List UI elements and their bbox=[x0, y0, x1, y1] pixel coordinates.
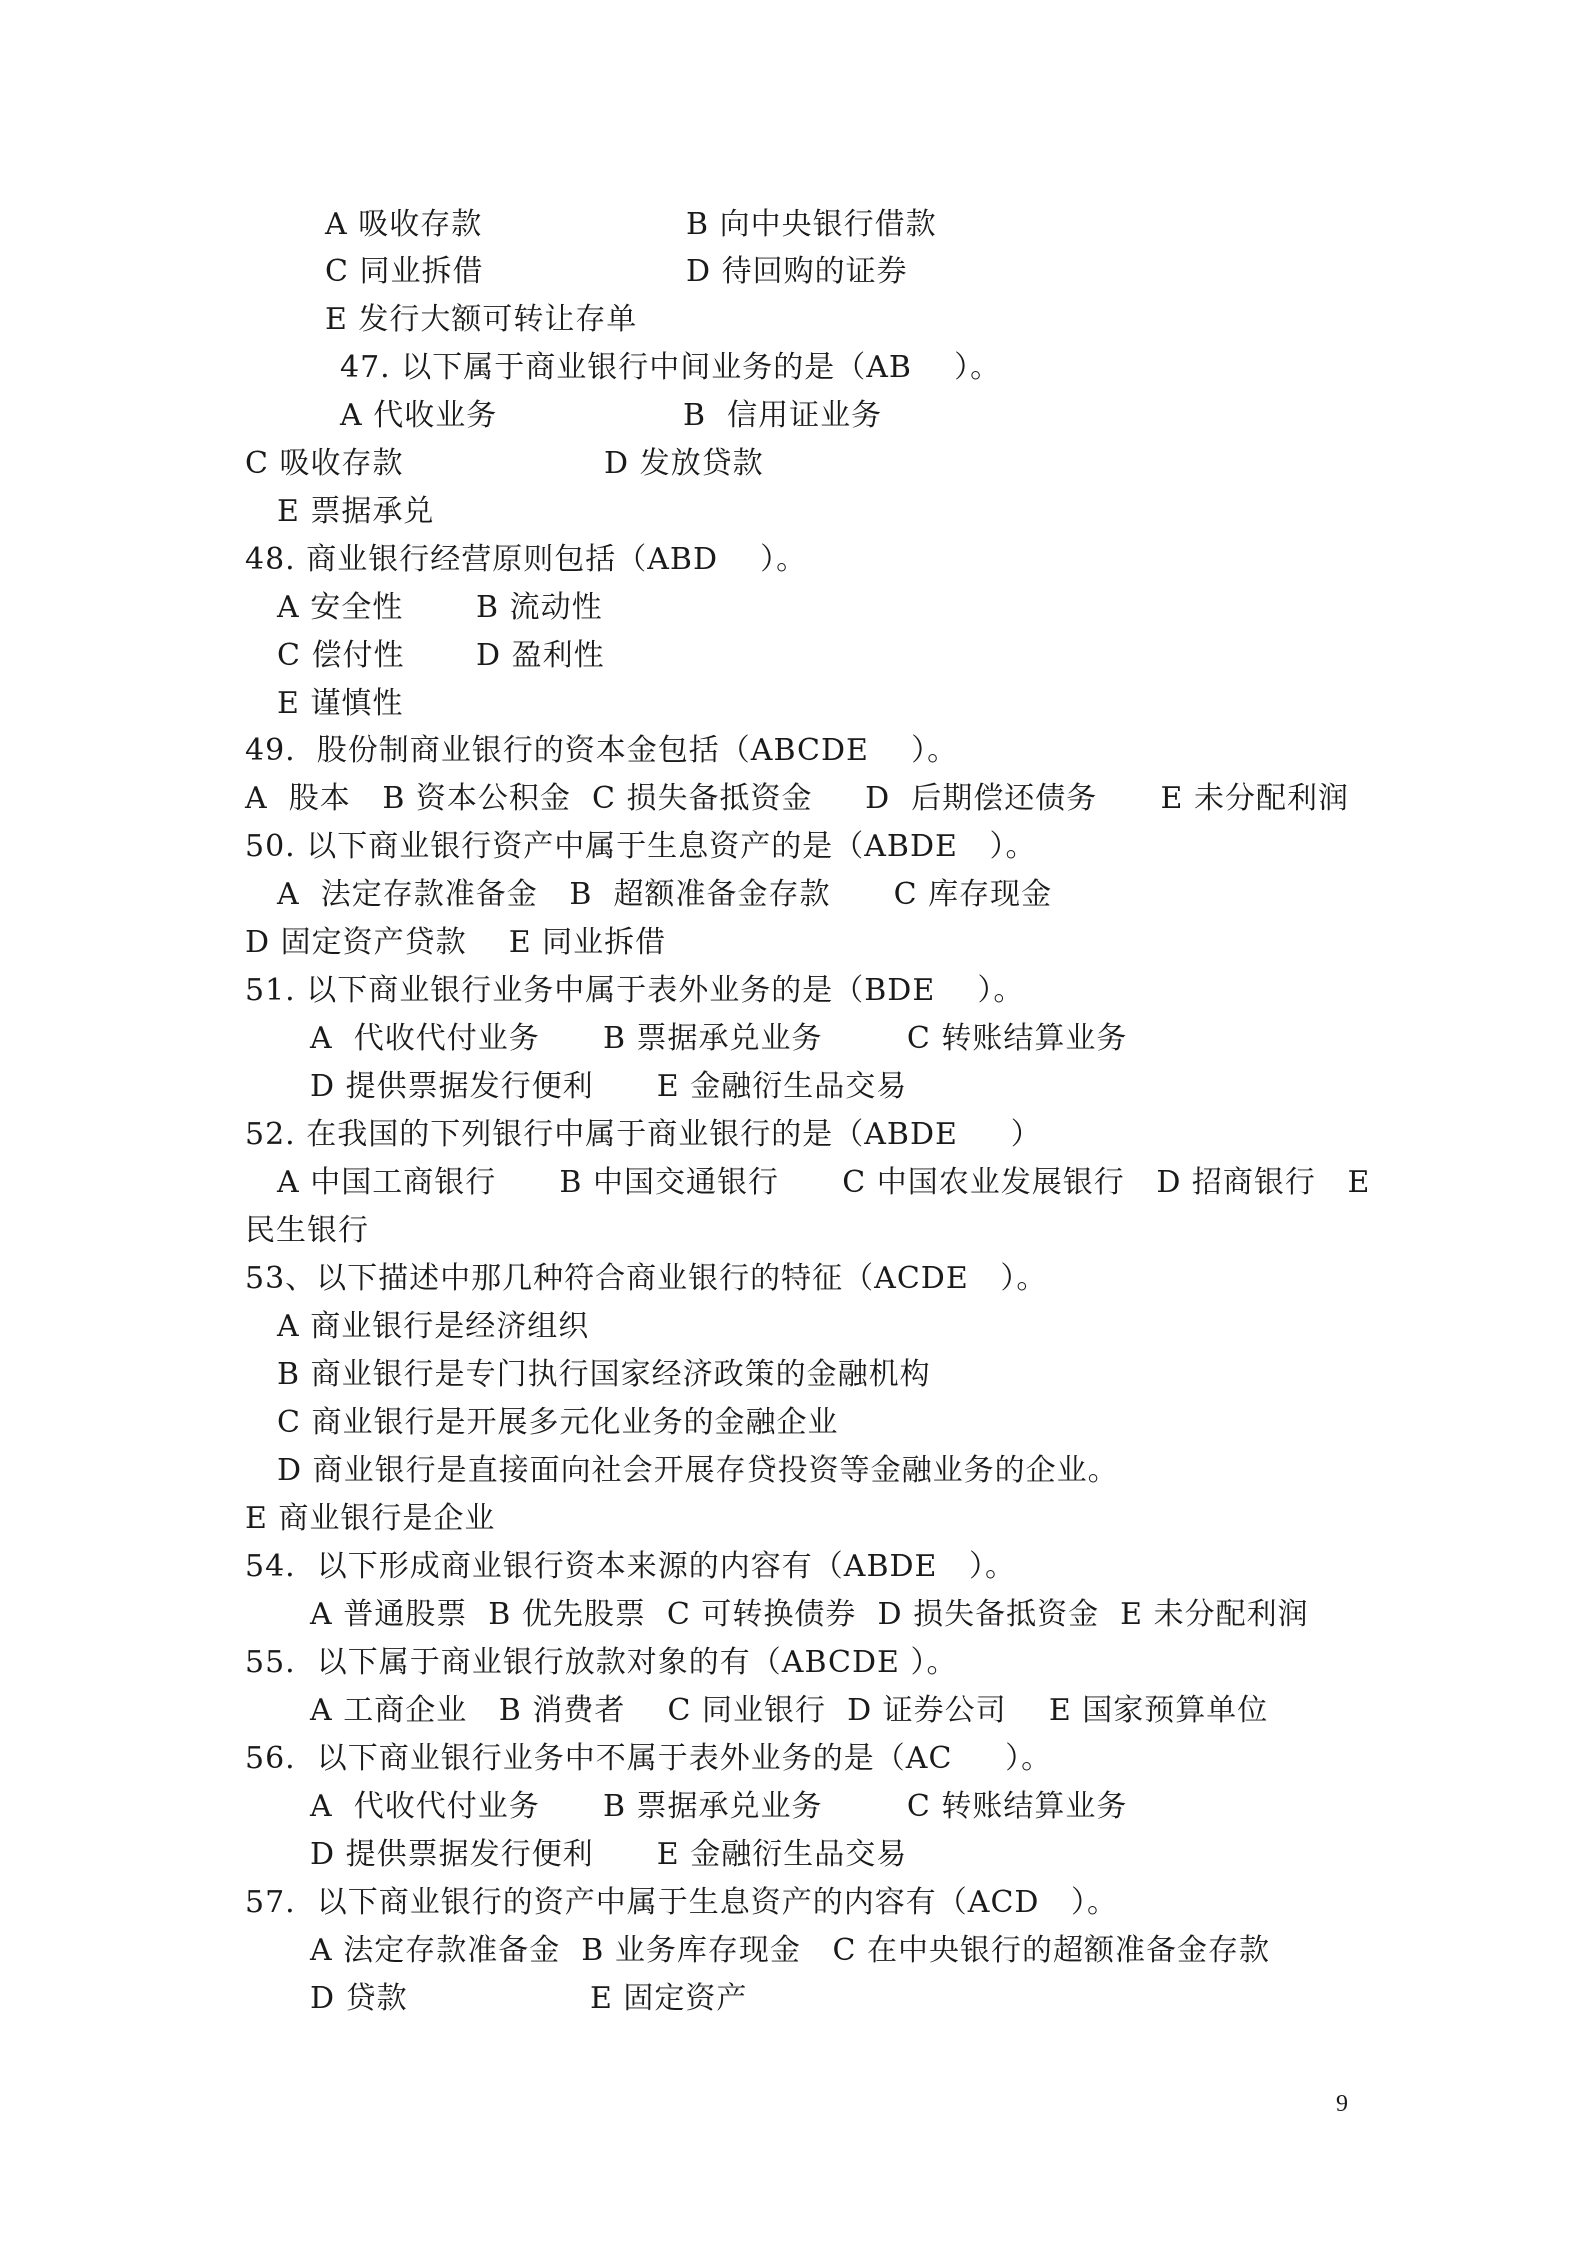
text-line: A 代收代付业务 B 票据承兑业务 C 转账结算业务 bbox=[310, 1021, 1128, 1056]
page-number: 9 bbox=[1336, 2091, 1348, 2117]
text-line: C 偿付性 bbox=[277, 638, 405, 673]
question-heading: 47. 以下属于商业银行中间业务的是（AB ）。 bbox=[340, 350, 1002, 385]
text-line: D 提供票据发行便利 E 金融衍生品交易 bbox=[310, 1069, 908, 1104]
text-line: D 发放贷款 bbox=[604, 446, 764, 481]
question-heading: 50. 以下商业银行资产中属于生息资产的是（ABDE ）。 bbox=[245, 829, 1037, 864]
text-line: A 工商企业 B 消费者 C 同业银行 D 证券公司 E 国家预算单位 bbox=[310, 1693, 1269, 1728]
text-line: A 吸收存款 bbox=[325, 207, 483, 242]
question-heading: 48. 商业银行经营原则包括（ABD ）。 bbox=[245, 542, 808, 577]
text-line: A 普通股票 B 优先股票 C 可转换债券 D 损失备抵资金 E 未分配利润 bbox=[310, 1597, 1309, 1632]
text-line: A 代收代付业务 B 票据承兑业务 C 转账结算业务 bbox=[310, 1789, 1128, 1824]
question-heading: 54. 以下形成商业银行资本来源的内容有（ABDE ）。 bbox=[245, 1549, 1017, 1584]
text-line: E 发行大额可转让存单 bbox=[325, 302, 638, 337]
question-heading: 57. 以下商业银行的资产中属于生息资产的内容有（ACD ）。 bbox=[245, 1885, 1119, 1920]
question-heading: 56. 以下商业银行业务中不属于表外业务的是（AC ）。 bbox=[245, 1741, 1053, 1776]
text-line: E 固定资产 bbox=[590, 1981, 748, 2016]
question-heading: 51. 以下商业银行业务中属于表外业务的是（BDE ）。 bbox=[245, 973, 1025, 1008]
question-heading: 53、以下描述中那几种符合商业银行的特征（ACDE ）。 bbox=[245, 1261, 1048, 1296]
text-line: D 商业银行是直接面向社会开展存贷投资等金融业务的企业。 bbox=[277, 1453, 1119, 1488]
text-line: B 向中央银行借款 bbox=[686, 207, 937, 242]
text-line: A 法定存款准备金 B 超额准备金存款 C 库存现金 bbox=[277, 877, 1053, 912]
text-line: B 流动性 bbox=[476, 590, 603, 625]
text-line: A 代收业务 bbox=[340, 398, 498, 433]
text-line: E 票据承兑 bbox=[277, 494, 435, 529]
text-line: D 提供票据发行便利 E 金融衍生品交易 bbox=[310, 1837, 908, 1872]
text-line: D 固定资产贷款 E 同业拆借 bbox=[245, 925, 667, 960]
text-line: B 商业银行是专门执行国家经济政策的金融机构 bbox=[277, 1357, 931, 1392]
text-line: E 谨慎性 bbox=[277, 686, 404, 721]
text-line: A 法定存款准备金 B 业务库存现金 C 在中央银行的超额准备金存款 bbox=[310, 1933, 1270, 1968]
question-heading: 55. 以下属于商业银行放款对象的有（ABCDE ）。 bbox=[245, 1645, 958, 1680]
text-line: C 商业银行是开展多元化业务的金融企业 bbox=[277, 1405, 839, 1440]
text-line: 民生银行 bbox=[245, 1213, 369, 1248]
text-line: D 盈利性 bbox=[476, 638, 605, 673]
text-line: A 股本 B 资本公积金 C 损失备抵资金 D 后期偿还债务 E 未分配利润 bbox=[245, 781, 1349, 816]
text-line: D 待回购的证券 bbox=[686, 254, 908, 289]
text-line: C 吸收存款 bbox=[245, 446, 404, 481]
question-heading: 49. 股份制商业银行的资本金包括（ABCDE ）。 bbox=[245, 733, 959, 768]
text-line: D 贷款 bbox=[310, 1981, 408, 2016]
text-line: E 商业银行是企业 bbox=[245, 1501, 496, 1536]
text-line: B 信用证业务 bbox=[683, 398, 883, 433]
text-line: A 商业银行是经济组织 bbox=[277, 1309, 590, 1344]
text-line: A 中国工商银行 B 中国交通银行 C 中国农业发展银行 D 招商银行 E bbox=[277, 1165, 1371, 1200]
question-heading: 52. 在我国的下列银行中属于商业银行的是（ABDE ） bbox=[245, 1117, 1042, 1152]
text-line: A 安全性 bbox=[277, 590, 404, 625]
text-line: C 同业拆借 bbox=[325, 254, 484, 289]
